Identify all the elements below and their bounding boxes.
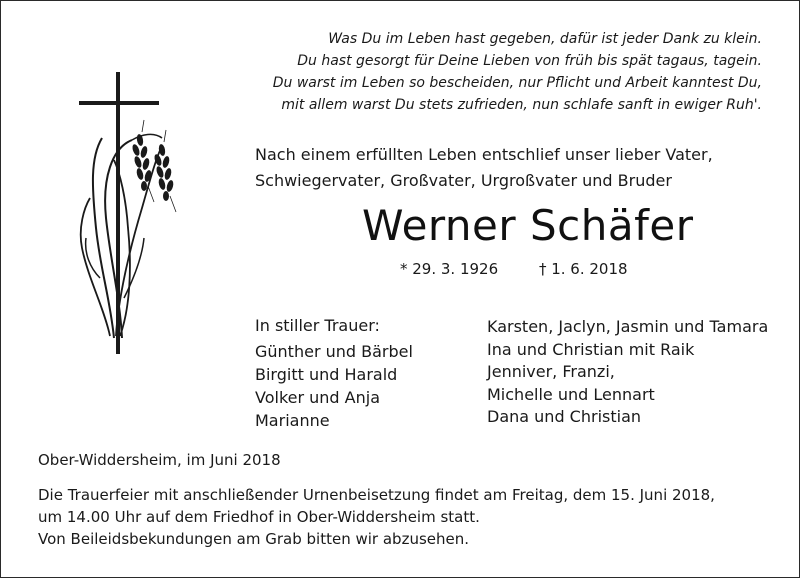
mourners-left [255, 314, 413, 432]
intro-line: Nach einem erfüllten Leben entschlief unser lieber Vater, [255, 145, 713, 164]
mourner-name: Birgitt und Harald [255, 365, 398, 384]
mourner-name: Ina und Christian mit Raik [487, 339, 695, 359]
mourners-heading: In stiller Trauer: [255, 316, 380, 335]
birth-date: * 29. 3. 1926 [400, 260, 499, 278]
life-dates [400, 260, 628, 278]
mourner-name: Michelle und Lennart [487, 384, 655, 404]
notice-line: um 14.00 Uhr auf dem Friedhof in Ober-Widdersheim statt. [38, 508, 480, 526]
cross-with-wheat-icon [70, 68, 190, 362]
mourner-name: Volker und Anja [255, 388, 380, 407]
memorial-poem [202, 28, 762, 116]
mourner-name: Günther und Bärbel [255, 342, 413, 361]
place-date: Ober-Widdersheim, im Juni 2018 [38, 451, 281, 469]
poem-line: Du hast gesorgt für Deine Lieben von früh bis spät tagaus, tagein. [297, 53, 762, 69]
poem-line: mit allem warst Du stets zufrieden, nun schlafe sanft in ewiger Ruh'. [281, 97, 762, 113]
deceased-name: Werner Schäfer [362, 201, 694, 250]
notice-line: Die Trauerfeier mit anschließender Urnenbeisetzung findet am Freitag, dem 15. Juni 2018, [38, 486, 715, 504]
poem-line: Was Du im Leben hast gegeben, dafür ist jeder Dank zu klein. [328, 31, 762, 47]
notice-line: Von Beileidsbekundungen am Grab bitten wir abzusehen. [38, 530, 470, 548]
intro-line: Schwiegervater, Großvater, Urgroßvater und Bruder [255, 171, 672, 190]
death-date: † 1. 6. 2018 [538, 260, 628, 278]
mourner-name: Dana und Christian [487, 407, 642, 426]
mourner-name: Karsten, Jaclyn, Jasmin und Tamara [487, 317, 769, 336]
mourner-name: Marianne [255, 411, 330, 430]
mourner-name: Jenniver, Franzi, [487, 362, 615, 381]
mourners-right [487, 316, 768, 429]
poem-line: Du warst im Leben so bescheiden, nur Pflicht und Arbeit kanntest Du, [272, 75, 762, 91]
intro-text [255, 142, 713, 194]
funeral-notice [38, 484, 715, 550]
